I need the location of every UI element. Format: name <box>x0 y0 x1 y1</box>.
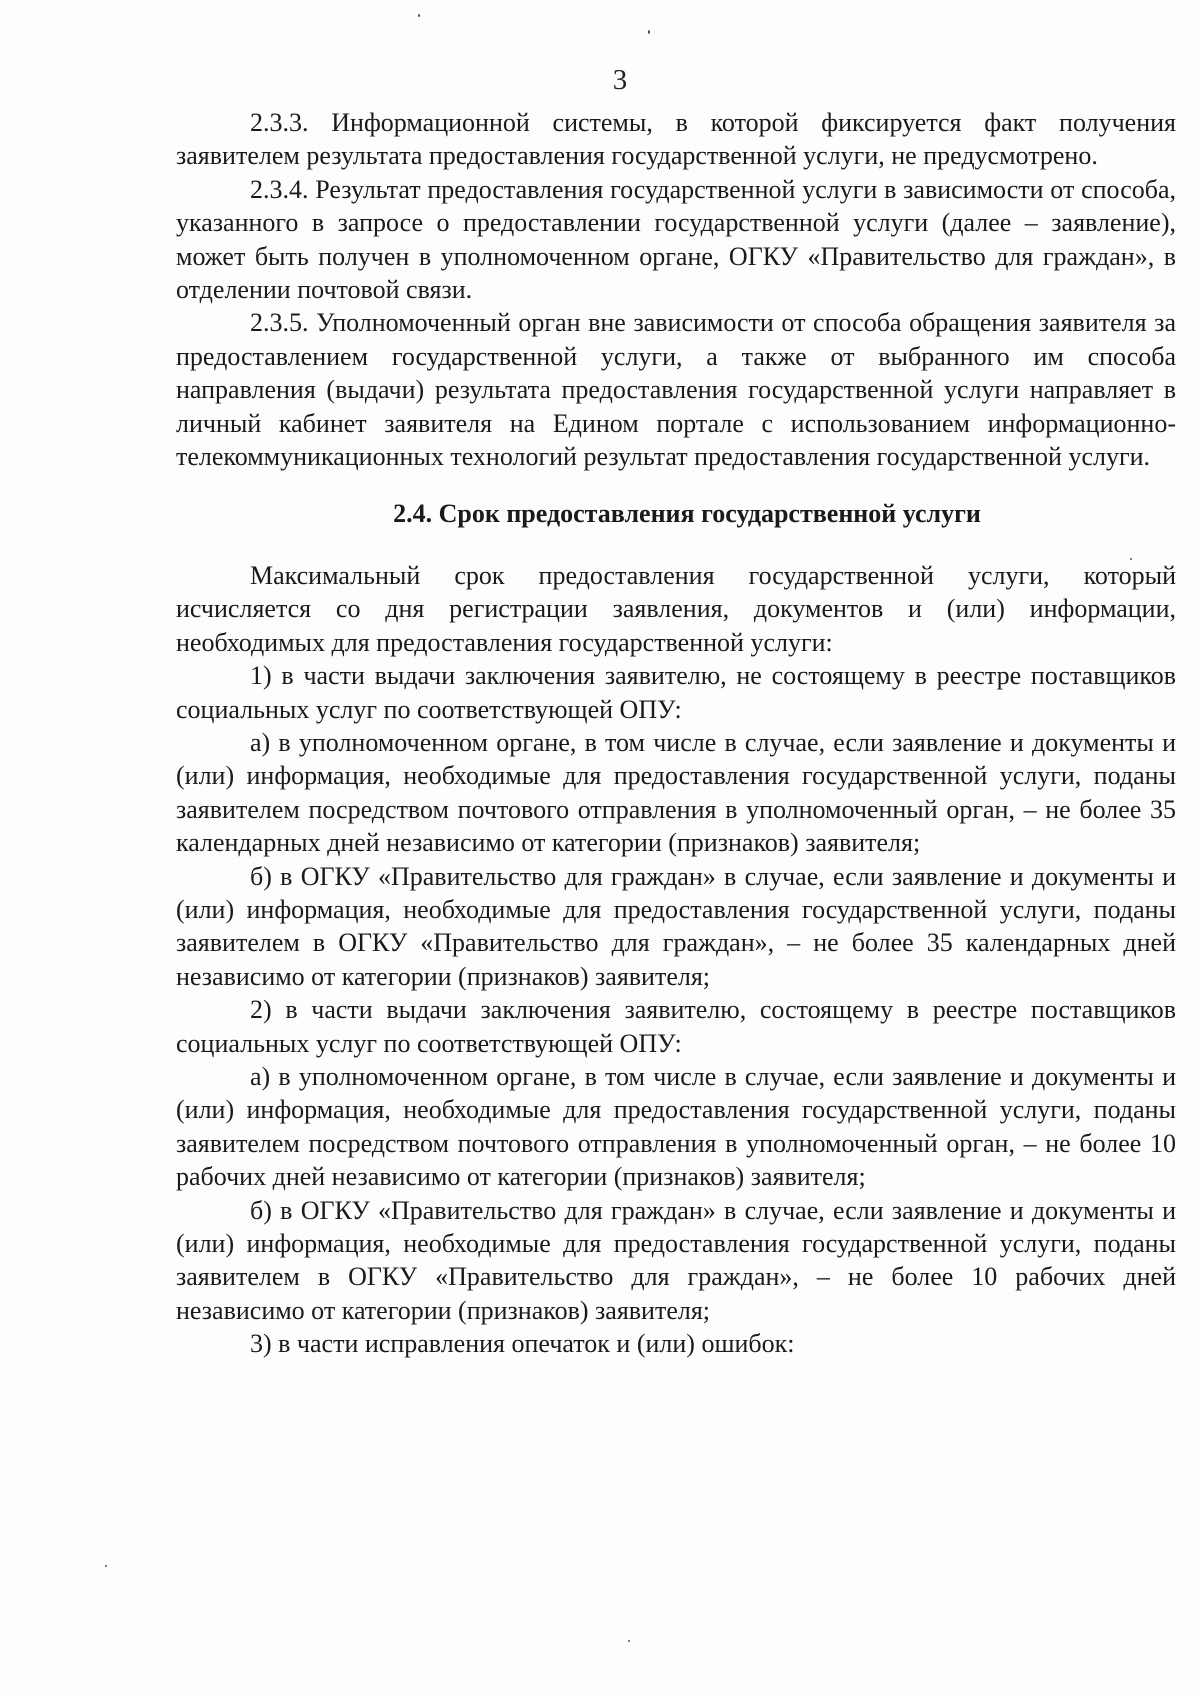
scan-speck <box>1130 558 1132 560</box>
page-number: 3 <box>612 64 628 96</box>
list-item-1b: б) в ОГКУ «Правительство для граждан» в случае, если заявление и документы и (или) информация, необходимые для предоставления государственной услуги, поданы заявителем в ОГКУ «Правительство для граждан», – не более 35 календарных дней независимо от категории (признаков) заявителя; <box>176 861 1176 991</box>
list-item-2a: а) в уполномоченном органе, в том числе в случае, если заявление и документы и (или) информация, необходимые для предоставления государственной услуги, поданы заявителем посредством почтового отправления в уполномоченный орган, – не более 10 рабочих дней независимо от категории (признаков) заявителя; <box>176 1061 1176 1192</box>
scan-speck <box>105 1565 107 1567</box>
paragraph-max-term: Максимальный срок предоставления государственной услуги, который исчисляется со дня регистрации заявления, документов и (или) информации, необходимых для предоставления государственной услуги: <box>176 560 1176 657</box>
paragraph-2-3-3: 2.3.3. Информационной системы, в которой фиксируется факт получения заявителем результата предоставления государственной услуги, не предусмотрено. <box>176 108 1176 171</box>
list-item-3: 3) в части исправления опечаток и (или) ошибок: <box>250 1329 795 1359</box>
paragraph-2-3-4: 2.3.4. Результат предоставления государственной услуги в зависимости от способа, указанного в запросе о предоставлении государственной услуги (далее – заявление), может быть получен в уполномоченном органе, ОГКУ «Правительство для граждан», в отделении почтовой связи. <box>176 174 1176 305</box>
section-heading: 2.4. Срок предоставления государственной услуги <box>393 499 981 529</box>
list-item-2: 2) в части выдачи заключения заявителю, состоящему в реестре поставщиков социальных услуг по соответствующей ОПУ: <box>176 995 1176 1058</box>
scan-speck <box>628 1640 630 1642</box>
scan-speck <box>648 30 650 34</box>
list-item-2b: б) в ОГКУ «Правительство для граждан» в случае, если заявление и документы и (или) информация, необходимые для предоставления государственной услуги, поданы заявителем в ОГКУ «Правительство для граждан», – не более 10 рабочих дней независимо от категории (признаков) заявителя; <box>176 1195 1176 1325</box>
list-item-1a: а) в уполномоченном органе, в том числе в случае, если заявление и документы и (или) информация, необходимые для предоставления государственной услуги, поданы заявителем посредством почтового отправления в уполномоченный орган, – не более 35 календарных дней независимо от категории (признаков) заявителя; <box>176 727 1176 858</box>
document-body <box>176 106 1176 1361</box>
scan-speck <box>418 14 420 17</box>
paragraph-2-3-5: 2.3.5. Уполномоченный орган вне зависимости от способа обращения заявителя за предоставлением государственной услуги, а также от выбранного им способа направления (выдачи) результата предоставления государственной услуги направляет в личный кабинет заявителя на Едином портале с использованием информационно-телекоммуникационных технологий результат предоставления государственной услуги. <box>176 308 1176 472</box>
list-item-1: 1) в части выдачи заключения заявителю, не состоящему в реестре поставщиков социальных услуг по соответствующей ОПУ: <box>176 661 1176 724</box>
